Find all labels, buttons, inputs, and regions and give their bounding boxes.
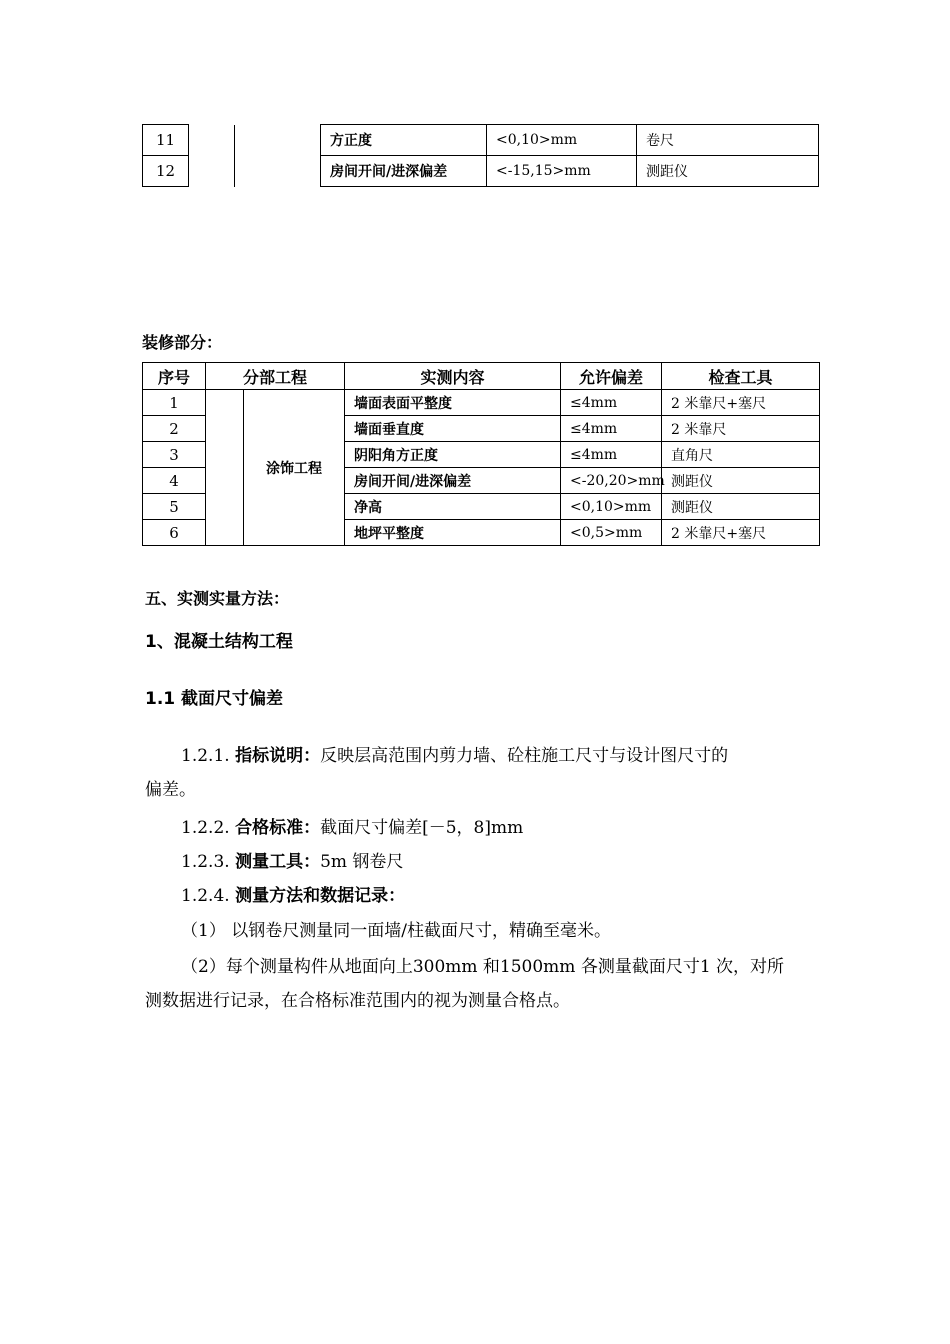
row-tool: 2 米靠尺+塞尺 <box>662 390 820 416</box>
clause-text: 反映层高范围内剪力墙、砼柱施工尺寸与设计图尺寸的 <box>320 746 729 766</box>
row-tolerance: <0,10>mm <box>561 494 662 520</box>
paragraph-1-2-1 <box>145 739 815 807</box>
paragraph-1-2-3 <box>181 845 403 879</box>
row-tolerance: <0,5>mm <box>561 520 662 546</box>
clause-label: 测量工具： <box>235 852 321 872</box>
decoration-title: 装修部分： <box>142 333 223 352</box>
row-number: 3 <box>143 442 206 468</box>
row-number: 5 <box>143 494 206 520</box>
row-number: 1 <box>143 390 206 416</box>
row-number: 11 <box>143 125 189 156</box>
row-item: 方正度 <box>321 125 487 156</box>
row-tolerance: ≤4mm <box>561 390 662 416</box>
row-item: 房间开间/进深偏差 <box>345 468 561 494</box>
table-row <box>143 125 819 156</box>
row-tool: 测距仪 <box>662 468 820 494</box>
row-item: 房间开间/进深偏差 <box>321 156 487 187</box>
table-row <box>143 156 819 187</box>
row-number: 6 <box>143 520 206 546</box>
row-number: 12 <box>143 156 189 187</box>
subproject-name: 涂饰工程 <box>244 390 345 546</box>
row-tolerance: ≤4mm <box>561 442 662 468</box>
row-tool: 2 米靠尺 <box>662 416 820 442</box>
row-tool: 直角尺 <box>662 442 820 468</box>
paragraph-step-2 <box>145 950 825 1018</box>
header-item: 实测内容 <box>345 363 561 390</box>
clause-label: 指标说明： <box>235 746 321 766</box>
paragraph-1-2-4 <box>181 879 405 913</box>
row-tool: 测距仪 <box>637 156 819 187</box>
paragraph-step-1: （1） 以钢卷尺测量同一面墙/柱截面尺寸，精确至毫米。 <box>181 921 611 941</box>
clause-number: 1.2.1. <box>181 746 230 766</box>
table-header-row <box>143 363 820 390</box>
header-no: 序号 <box>143 363 206 390</box>
top-table <box>142 124 819 187</box>
row-number: 4 <box>143 468 206 494</box>
section-heading-5: 五、实测实量方法： <box>145 589 290 608</box>
row-item: 地坪平整度 <box>345 520 561 546</box>
decoration-table <box>142 362 820 546</box>
clause-text: 截面尺寸偏差[－5，8]mm <box>320 818 524 838</box>
clause-text-continuation: 偏差。 <box>145 780 196 800</box>
row-tolerance: <-20,20>mm <box>561 468 662 494</box>
header-tolerance: 允许偏差 <box>561 363 662 390</box>
step-2-line-2: 测数据进行记录，在合格标准范围内的视为测量合格点。 <box>145 991 570 1011</box>
clause-text: 5m 钢卷尺 <box>320 852 404 872</box>
section-heading-1-1: 1.1 截面尺寸偏差 <box>145 689 284 709</box>
clause-number: 1.2.2. <box>181 818 230 838</box>
row-tool: 卷尺 <box>637 125 819 156</box>
row-number: 2 <box>143 416 206 442</box>
paragraph-1-2-2 <box>181 811 523 845</box>
row-item: 阴阳角方正度 <box>345 442 561 468</box>
row-tolerance: <0,10>mm <box>487 125 637 156</box>
section-heading-1: 1、混凝土结构工程 <box>145 632 293 652</box>
clause-number: 1.2.3. <box>181 852 230 872</box>
row-tolerance: <-15,15>mm <box>487 156 637 187</box>
header-subproject: 分部工程 <box>206 363 345 390</box>
header-tool: 检查工具 <box>662 363 820 390</box>
clause-number: 1.2.4. <box>181 886 230 906</box>
row-item: 墙面垂直度 <box>345 416 561 442</box>
clause-label: 测量方法和数据记录： <box>235 886 406 906</box>
clause-label: 合格标准： <box>235 818 321 838</box>
table-row <box>143 390 820 416</box>
row-tool: 2 米靠尺+塞尺 <box>662 520 820 546</box>
row-tolerance: ≤4mm <box>561 416 662 442</box>
row-item: 墙面表面平整度 <box>345 390 561 416</box>
step-2-line-1: （2）每个测量构件从地面向上300mm 和1500mm 各测量截面尺寸1 次，对所 <box>181 957 785 977</box>
row-item: 净高 <box>345 494 561 520</box>
row-tool: 测距仪 <box>662 494 820 520</box>
